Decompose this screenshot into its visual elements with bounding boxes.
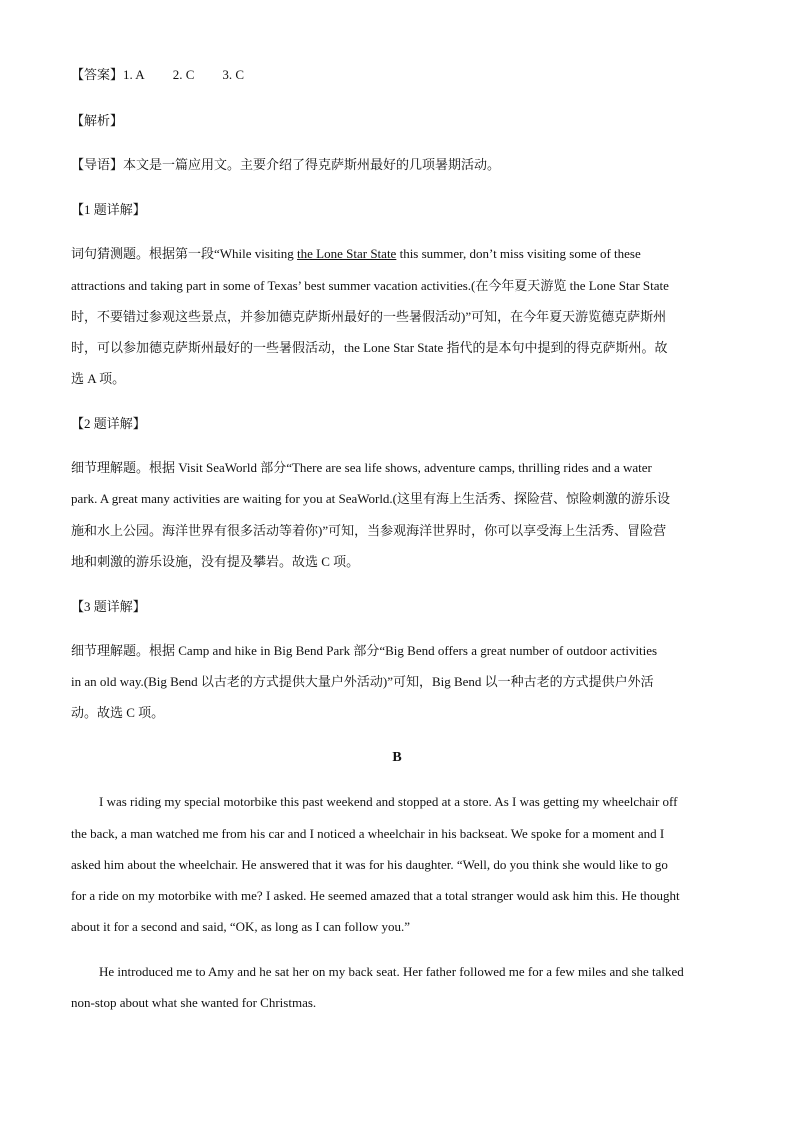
q2-line-1: 细节理解题。根据 Visit SeaWorld 部分“There are sea life shows, adventure camps, thrilling rides and a water	[71, 460, 652, 475]
q2-heading: 【2 题详解】	[71, 416, 146, 431]
q1-line-5: 选 A 项。	[71, 371, 126, 386]
passage-b-p1-line-5: about it for a second and said, “OK, as long as I can follow you.”	[71, 919, 410, 934]
passage-b-p2-line-2: non-stop about what she wanted for Christmas.	[71, 995, 317, 1010]
q1-line-1-post: this summer, don’t miss visiting some of these	[396, 246, 641, 261]
q3-line-2: in an old way.(Big Bend 以古老的方式提供大量户外活动)”可知，Big Bend 以一种古老的方式提供户外活	[71, 674, 654, 689]
q1-line-3: 时，不要错过参观这些景点，并参加德克萨斯州最好的一些暑假活动)”可知，在今年夏天游览德克萨斯州	[71, 309, 667, 324]
passage-b-p2-line-1: He introduced me to Amy and he sat her on my back seat. Her father followed me for a few miles and she talked	[99, 964, 684, 979]
answer-2: 2. C	[172, 67, 195, 82]
q2-line-3: 施和水上公园。海洋世界有很多活动等着你)”可知，当参观海洋世界时，你可以享受海上生活秀、冒险营	[71, 523, 667, 538]
q2-line-2: park. A great many activities are waiting for you at SeaWorld.(这里有海上生活秀、探险营、惊险刺激的游乐设	[71, 491, 671, 506]
q3-line-1: 细节理解题。根据 Camp and hike in Big Bend Park 部分“Big Bend offers a great number of outdoor activities	[71, 643, 658, 658]
q1-line-4: 时，可以参加德克萨斯州最好的一些暑假活动，the Lone Star State 指代的是本句中提到的得克萨斯州。故	[71, 340, 668, 355]
q1-line-2: attractions and taking part in some of Texas’ best summer vacation activities.(在今年夏天游览 the Lone Star State	[71, 278, 669, 293]
passage-b-p1-line-2: the back, a man watched me from his car and I noticed a wheelchair in his backseat. We spoke for a moment and I	[71, 826, 665, 841]
passage-b-p1-line-1: I was riding my special motorbike this past weekend and stopped at a store. As I was getting my wheelchair off	[99, 794, 678, 809]
guide-text: 【导语】本文是一篇应用文。主要介绍了得克萨斯州最好的几项暑期活动。	[71, 157, 501, 172]
answer-line	[71, 67, 244, 83]
analysis-label: 【解析】	[71, 113, 124, 128]
q1-line-1	[71, 246, 641, 262]
q1-heading: 【1 题详解】	[71, 202, 146, 217]
section-b-title: B	[392, 750, 402, 765]
passage-b-p1-line-4: for a ride on my motorbike with me? I asked. He seemed amazed that a total stranger would ask him this. He thought	[71, 888, 680, 903]
q1-line-1-pre: 词句猜测题。根据第一段“While visiting	[71, 246, 298, 261]
q1-underlined-phrase: the Lone Star State	[297, 246, 397, 261]
q3-line-3: 动。故选 C 项。	[71, 705, 165, 720]
q3-heading: 【3 题详解】	[71, 599, 146, 614]
q2-line-4: 地和刺激的游乐设施，没有提及攀岩。故选 C 项。	[71, 554, 360, 569]
answer-1: 1. A	[123, 67, 145, 82]
answer-label: 【答案】	[71, 67, 124, 82]
answer-3: 3. C	[222, 67, 245, 82]
passage-b-p1-line-3: asked him about the wheelchair. He answered that it was for his daughter. “Well, do you think she would like to go	[71, 857, 668, 872]
